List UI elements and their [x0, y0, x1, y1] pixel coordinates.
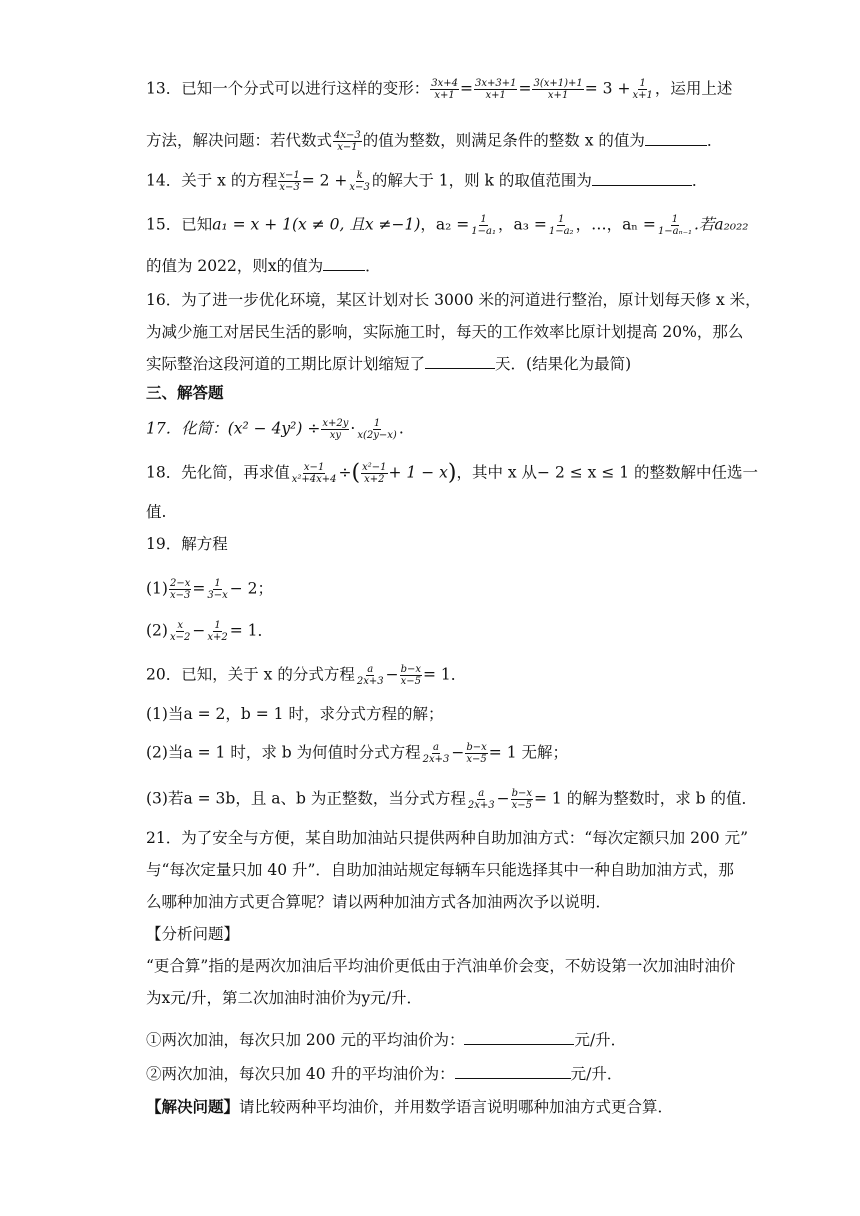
- q20-text: = 1 的解为整数时，求 b 的值．: [534, 789, 757, 808]
- q15-line2: [146, 256, 716, 276]
- paren-close: ): [447, 460, 457, 486]
- frac-den: x−3: [169, 590, 191, 601]
- q20-part3: [146, 788, 757, 811]
- frac-num: a: [367, 664, 374, 675]
- minus-sign: −: [496, 789, 510, 808]
- q20-frac-a3: [467, 788, 496, 811]
- frac-den: x+1: [547, 90, 569, 101]
- q13-text: 13．已知一个分式可以进行这样的变形：: [146, 79, 430, 98]
- q14-frac1: [278, 170, 300, 193]
- eq-sign: = 3 +: [584, 79, 631, 98]
- q18-frac2: [361, 462, 387, 485]
- q20-part1: (1)当a = 2，b = 1 时，求分式方程的解；: [146, 705, 444, 723]
- q20-frac-b2: [465, 742, 487, 765]
- q21-answer-blank-1[interactable]: [464, 1030, 574, 1045]
- q19-text: − 2；: [229, 579, 274, 598]
- frac-num: 1: [639, 78, 646, 89]
- q15-text: .若a₂₀₂₂: [693, 215, 749, 234]
- q18-line1: [146, 460, 759, 486]
- frac-num: 1: [558, 214, 565, 225]
- q17-text: .: [398, 419, 404, 438]
- q14-answer-blank[interactable]: [592, 171, 692, 186]
- q20-part2: [146, 742, 716, 765]
- q15-frac2: [548, 214, 575, 237]
- frac-num: x+2y: [322, 418, 349, 429]
- frac-num: 2−x: [169, 578, 191, 589]
- frac-num: 3x+4: [431, 78, 458, 89]
- q19-frac4: [206, 620, 228, 643]
- q13-line2: [146, 130, 723, 153]
- q21-choice2: [146, 1064, 716, 1084]
- q20-text: (3)若a = 3b，且 a、b 为正整数，当分式方程: [146, 789, 466, 808]
- q14-text: 14．关于 x 的方程: [146, 171, 278, 190]
- frac-den: x−5: [466, 754, 487, 765]
- q15-line1: [146, 214, 749, 237]
- q21-solve: [146, 1097, 716, 1117]
- paren-open: (: [351, 460, 361, 486]
- eq-sign: =: [518, 79, 532, 98]
- q15-text: ，a₃ =: [497, 215, 547, 234]
- q13-frac4: [631, 78, 653, 101]
- frac-den: x+1: [485, 90, 506, 101]
- frac-num: x−1: [303, 462, 325, 473]
- q16-line3: [146, 354, 716, 374]
- frac-den: x²+4x+4: [291, 474, 337, 485]
- frac-den: x−5: [511, 800, 532, 811]
- frac-den: 3−x: [207, 590, 228, 601]
- frac-den: x−1: [337, 142, 358, 153]
- q20-text: = 1 无解；: [488, 743, 568, 762]
- q19-part1: [146, 578, 716, 601]
- minus-sign: −: [451, 743, 465, 762]
- dot-sign: ·: [350, 419, 356, 438]
- q20-frac-b3: [511, 788, 533, 811]
- frac-den: x+1: [434, 90, 455, 101]
- q14-line: [146, 170, 716, 193]
- frac-den: x−2: [169, 632, 191, 643]
- frac-num: x²−1: [362, 462, 387, 473]
- q15-frac1: [470, 214, 497, 237]
- div-sign: ÷: [338, 463, 352, 482]
- q21-text: 元/升．: [574, 1031, 627, 1049]
- frac-den: xy: [329, 430, 342, 441]
- q13-text: ．: [706, 131, 723, 150]
- frac-num: 1: [214, 620, 221, 631]
- q18-text: + 1 − x: [388, 463, 448, 482]
- q20-frac-a2: [422, 742, 451, 765]
- q16-line1: 16．为了进一步优化环境，某区计划对长 3000 米的河道进行整治，原计划每天修 x 米，: [146, 291, 761, 309]
- q16-answer-blank[interactable]: [425, 354, 495, 369]
- eq-sign: =: [192, 579, 206, 598]
- q15-text: ，a₂ =: [420, 215, 470, 234]
- q19-title: 19．解方程: [146, 535, 228, 553]
- q19-text: (2): [146, 621, 168, 640]
- q20-frac-b: [400, 664, 422, 687]
- frac-den: 1−a₁: [471, 226, 496, 237]
- frac-den: 2x+3: [422, 754, 450, 765]
- q15-text: 15．已知: [146, 215, 213, 234]
- q21-line2: 与“每次定量只加 40 升”．自助加油站规定每辆车只能选择其中一种自助加油方式，那: [146, 861, 734, 879]
- q17-frac1: [321, 418, 349, 441]
- frac-num: a: [478, 788, 485, 799]
- q16-text: 天．(结果化为最简): [495, 355, 632, 373]
- frac-num: k: [356, 170, 363, 181]
- frac-num: 1: [373, 418, 381, 429]
- q20-line: [146, 664, 716, 687]
- q20-text: (2)当a = 1 时，求 b 为何值时分式方程: [146, 743, 421, 762]
- frac-den: 1−aₙ₋₁: [657, 226, 692, 237]
- frac-num: 4x−3: [334, 130, 361, 141]
- q18-frac1: [291, 462, 338, 485]
- q19-frac2: [206, 578, 228, 601]
- q20-text: 20．已知，关于 x 的分式方程: [146, 665, 355, 684]
- q19-text: (1): [146, 579, 168, 598]
- q18-text: 18．先化简，再求值: [146, 463, 290, 482]
- q18-text: ，其中 x 从− 2 ≤ x ≤ 1 的整数解中任选一: [456, 463, 759, 482]
- eq-sign: =: [459, 79, 473, 98]
- q17-line: [146, 418, 716, 441]
- q17-text: 17．化简：(x² − 4y²) ÷: [146, 419, 321, 438]
- frac-num: 3x+3+1: [474, 78, 517, 89]
- q21-line4: “更合算”指的是两次加油后平均油价更低由于汽油单价会变，不妨设第一次加油时油价: [146, 957, 736, 975]
- q21-text: ①两次加油，每次只加 200 元的平均油价为：: [146, 1031, 465, 1049]
- q16-line2: 为减少施工对居民生活的影响，实际施工时，每天的工作效率比原计划提高 20%，那么: [146, 323, 744, 341]
- q15-text: 的值为 2022，则x的值为: [146, 257, 324, 275]
- q19-text: = 1．: [229, 621, 274, 640]
- q21-text: 请比较两种平均油价，并用数学语言说明哪种加油方式更合算．: [239, 1098, 674, 1116]
- q21-answer-blank-2[interactable]: [455, 1064, 571, 1079]
- q21-choice1: [146, 1030, 716, 1050]
- frac-num: a: [433, 742, 439, 753]
- q13-line1: [146, 78, 733, 101]
- eq-sign: = 2 +: [301, 171, 348, 190]
- q21-text: 元/升．: [570, 1065, 623, 1083]
- frac-den: x(2y−x): [357, 430, 397, 441]
- q15-text: ．: [365, 257, 381, 275]
- q15-answer-blank[interactable]: [323, 256, 365, 271]
- minus-sign: −: [385, 665, 399, 684]
- q13-frac3: [532, 78, 583, 101]
- q15-frac3: [657, 214, 693, 237]
- q21-text: ②两次加油，每次只加 40 升的平均油价为：: [146, 1065, 455, 1083]
- q19-part2: [146, 620, 716, 643]
- q21-analyze-heading: 【分析问题】: [146, 925, 240, 943]
- q21-solve-tag: 【解决问题】: [146, 1097, 240, 1116]
- frac-den: x−3: [349, 182, 370, 193]
- q15-a1: a₁ = x + 1(x ≠ 0, 且x ≠−1): [212, 215, 421, 234]
- q13-text: 方法，解决问题：若代数式: [146, 131, 333, 150]
- q19-frac3: [169, 620, 191, 643]
- frac-num: b−x: [466, 742, 487, 753]
- frac-num: 3(x+1)+1: [533, 78, 583, 89]
- q21-line1: 21．为了安全与方便，某自助加油站只提供两种自助加油方式：“每次定额只加 200 元”: [146, 829, 749, 847]
- q20-frac-a: [356, 664, 385, 687]
- q18-line2: 值.: [146, 503, 167, 521]
- q13-frac5: [333, 130, 362, 153]
- frac-num: b−x: [511, 788, 533, 799]
- frac-num: x−1: [279, 170, 300, 181]
- section-heading: 三、解答题: [146, 383, 224, 402]
- q19-frac1: [169, 578, 191, 601]
- q15-text: ，…，aₙ =: [575, 215, 656, 234]
- frac-den: 2x+3: [356, 676, 384, 687]
- q13-frac2: [474, 78, 517, 101]
- q13-text: ，运用上述: [654, 79, 733, 98]
- minus-sign: −: [192, 621, 206, 640]
- frac-den: x−5: [400, 676, 421, 687]
- frac-num: x: [177, 620, 183, 631]
- q20-text: = 1．: [423, 665, 467, 684]
- q21-line5: 为x元/升，第二次加油时油价为y元/升．: [146, 989, 422, 1007]
- frac-den: 2x+3: [467, 800, 495, 811]
- frac-den: x+2: [364, 474, 385, 485]
- frac-den: 1−a₂: [548, 226, 574, 237]
- frac-den: x+2: [207, 632, 228, 643]
- q14-frac2: [348, 170, 370, 193]
- frac-num: 1: [671, 214, 679, 225]
- frac-num: 1: [214, 578, 221, 589]
- frac-num: b−x: [400, 664, 421, 675]
- q14-text: ．: [691, 171, 708, 190]
- q13-frac1: [430, 78, 459, 101]
- q21-line3: 么哪种加油方式更合算呢？请以两种加油方式各加油两次予以说明．: [146, 893, 612, 911]
- q16-text: 实际整治这段河道的工期比原计划缩短了: [146, 355, 426, 373]
- q14-text: 的解大于 1，则 k 的取值范围为: [371, 171, 592, 190]
- q13-text: 的值为整数，则满足条件的整数 x 的值为: [362, 131, 645, 150]
- q13-answer-blank[interactable]: [645, 131, 707, 146]
- frac-den: x+1: [632, 90, 653, 101]
- frac-num: 1: [480, 214, 487, 225]
- frac-den: x−3: [279, 182, 300, 193]
- q17-frac2: [356, 418, 397, 441]
